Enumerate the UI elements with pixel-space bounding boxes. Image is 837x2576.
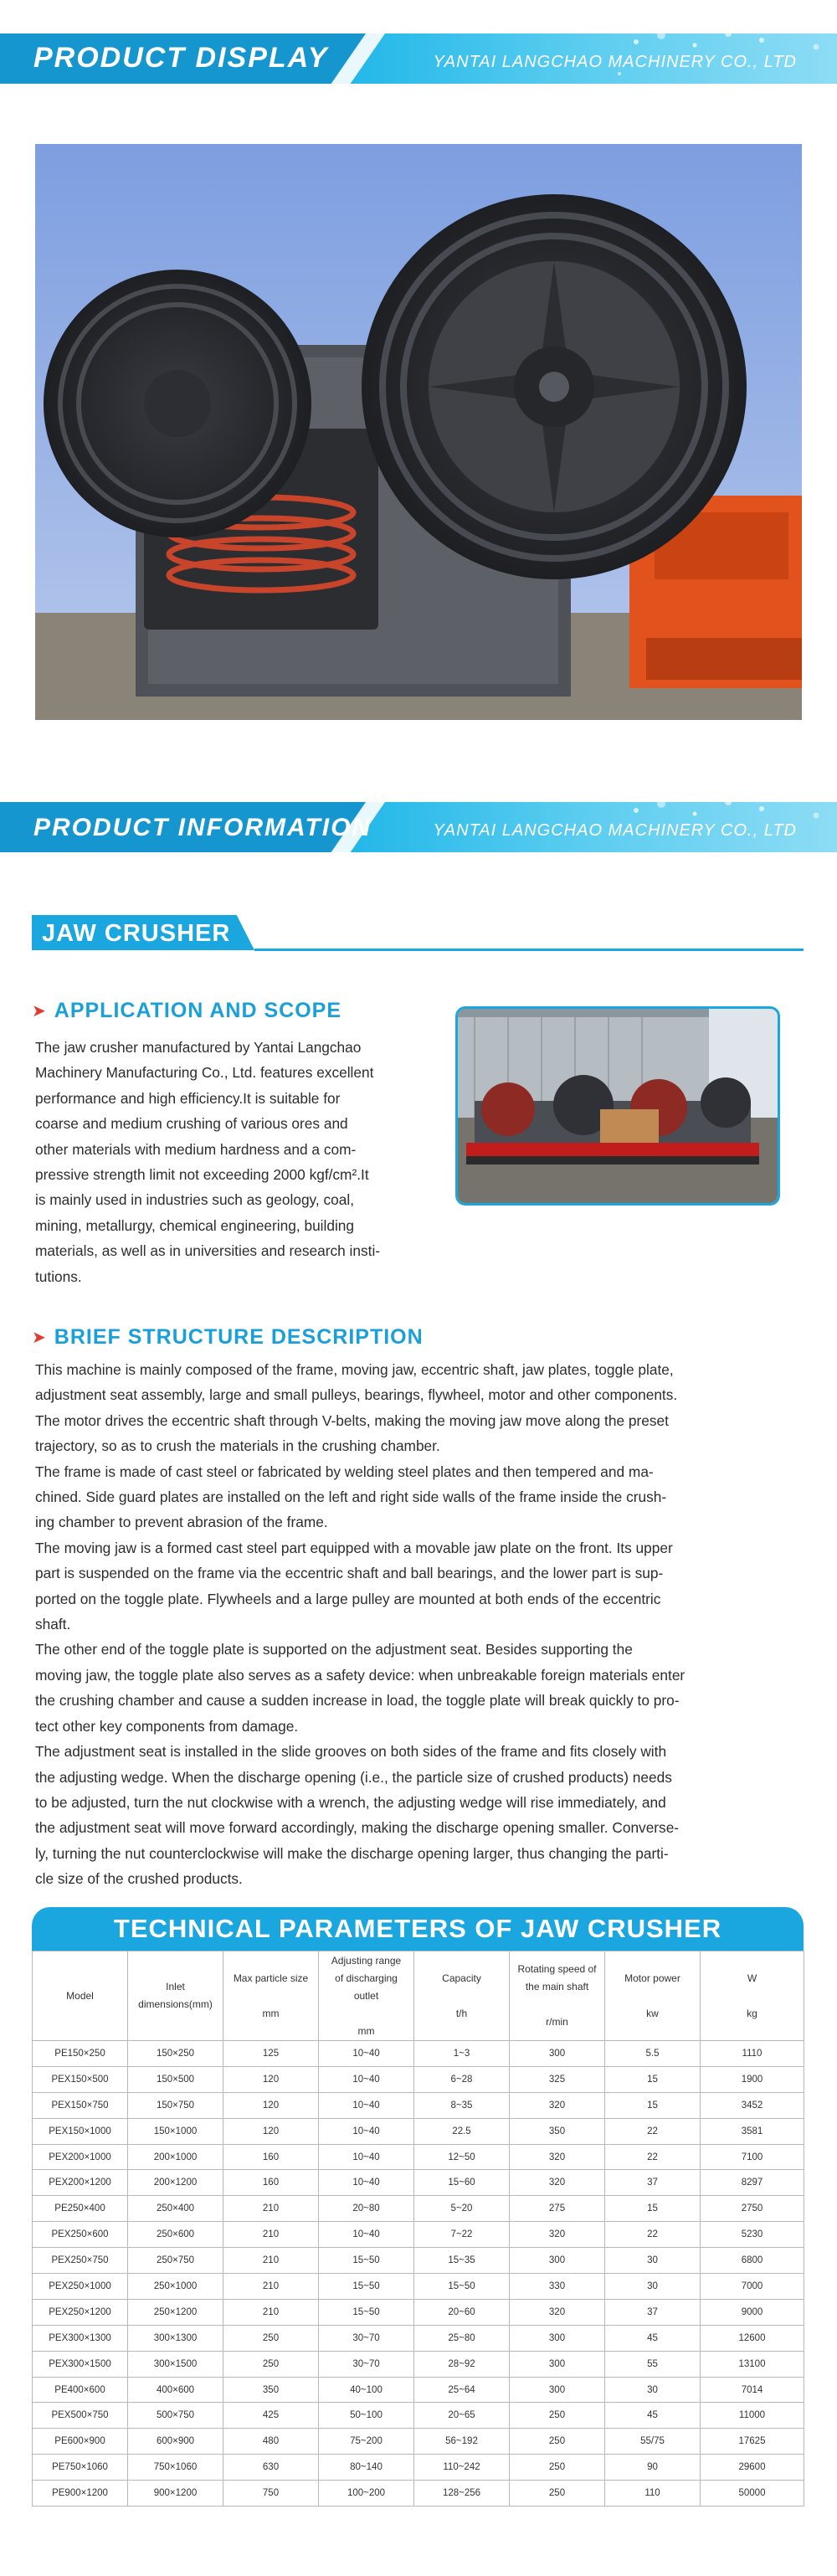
table-cell: PE150×250 <box>33 2041 128 2067</box>
table-row <box>33 2377 804 2403</box>
table-cell: 45 <box>605 2325 701 2351</box>
text-line: The jaw crusher manufactured by Yantai Langchao <box>35 1039 362 1056</box>
table-cell: 320 <box>510 2299 605 2325</box>
table-cell: 250 <box>223 2351 319 2377</box>
text-line: part is suspended on the frame via the eccentric shaft and ball bearings, and the lower part is sup- <box>35 1565 664 1582</box>
table-cell: 20~80 <box>319 2196 414 2222</box>
text-line: The moving jaw is a formed cast steel part equipped with a movable jaw plate on the front. Its upper <box>35 1539 673 1556</box>
jaw-crusher-photo <box>35 144 802 720</box>
arrow-icon: ➤ <box>32 1002 46 1021</box>
table-cell: 56~192 <box>414 2429 510 2455</box>
table-cell: 13100 <box>701 2351 804 2377</box>
column-header <box>605 1951 701 2041</box>
text-line: The motor drives the eccentric shaft through V-belts, making the moving jaw move along the preset <box>35 1411 669 1429</box>
table-cell: 8297 <box>701 2170 804 2196</box>
table-cell: 200×1000 <box>128 2144 223 2170</box>
table-cell: 350 <box>223 2377 319 2403</box>
text-line: cle size of the crushed products. <box>35 1870 243 1888</box>
column-header <box>128 1951 223 2041</box>
table-cell: 15 <box>605 2066 701 2092</box>
table-cell: 750 <box>223 2481 319 2507</box>
column-header <box>701 1951 804 2041</box>
table-cell: 15~50 <box>414 2274 510 2300</box>
header-line: Adjusting range <box>331 1954 402 1967</box>
text-line: the crushing chamber and cause a sudden increase in load, the toggle plate will break quickly to pro- <box>35 1692 680 1710</box>
table-cell: PE600×900 <box>33 2429 128 2455</box>
header-line <box>226 1987 316 2005</box>
table-cell: 25~80 <box>414 2325 510 2351</box>
table-cell: 120 <box>223 2118 319 2144</box>
header-line: of discharging <box>335 1972 398 1984</box>
table-row <box>33 2196 804 2222</box>
table-cell: 10~40 <box>319 2144 414 2170</box>
header-line <box>417 1987 506 2005</box>
table-cell: PEX300×1300 <box>33 2325 128 2351</box>
table-cell: 120 <box>223 2066 319 2092</box>
header-line: Max particle size <box>233 1972 309 1984</box>
table-cell: PEX150×1000 <box>33 2118 128 2144</box>
table-cell: 5~20 <box>414 2196 510 2222</box>
table-cell: 1110 <box>701 2041 804 2067</box>
table-cell: 210 <box>223 2248 319 2274</box>
table-cell: 200×1200 <box>128 2170 223 2196</box>
table-row <box>33 2351 804 2377</box>
table-row <box>33 2118 804 2144</box>
header-line: outlet <box>353 1989 379 2002</box>
application-text <box>35 1035 444 1289</box>
table-cell: PEX150×750 <box>33 2092 128 2118</box>
table-cell: 30~70 <box>319 2325 414 2351</box>
header-line: kg <box>747 2007 757 2019</box>
table-cell: 1900 <box>701 2066 804 2092</box>
text-line: tect other key components from damage. <box>35 1717 299 1735</box>
table-cell: 55/75 <box>605 2429 701 2455</box>
table-cell: 250×1000 <box>128 2274 223 2300</box>
header-line: kw <box>646 2007 659 2019</box>
text-line: is mainly used in industries such as geology, coal, <box>35 1191 355 1209</box>
table-cell: 30 <box>605 2274 701 2300</box>
table-cell: PEX250×750 <box>33 2248 128 2274</box>
table-cell: 320 <box>510 2222 605 2248</box>
text-line: other materials with medium hardness and a com- <box>35 1140 357 1158</box>
table-cell: 7000 <box>701 2274 804 2300</box>
table-cell: 250 <box>223 2325 319 2351</box>
table-cell: 210 <box>223 2222 319 2248</box>
table-cell: 275 <box>510 2196 605 2222</box>
column-header <box>319 1951 414 2041</box>
structure-heading-text: BRIEF STRUCTURE DESCRIPTION <box>54 1325 424 1349</box>
table-cell: 10~40 <box>319 2092 414 2118</box>
text-line: pressive strength limit not exceeding 2000 kgf/cm².It <box>35 1166 369 1184</box>
table-cell: PEX300×1500 <box>33 2351 128 2377</box>
text-line: ported on the toggle plate. Flywheels and a large pulley are mounted at both ends of the eccentric <box>35 1590 661 1607</box>
text-line: moving jaw, the toggle plate also serves as a safety device: when unbreakable foreign materials enter <box>35 1666 686 1684</box>
table-cell: 50~100 <box>319 2403 414 2429</box>
heading-underline <box>254 949 804 951</box>
text-line: The frame is made of cast steel or fabricated by welding steel plates and then tempered and ma- <box>35 1463 654 1480</box>
table-cell: 37 <box>605 2299 701 2325</box>
table-cell: 110~242 <box>414 2455 510 2481</box>
table-cell: 320 <box>510 2170 605 2196</box>
table-cell: 15~60 <box>414 2170 510 2196</box>
table-cell: 250 <box>510 2403 605 2429</box>
table-cell: 5.5 <box>605 2041 701 2067</box>
table-row <box>33 2429 804 2455</box>
table-cell: 600×900 <box>128 2429 223 2455</box>
table-cell: 400×600 <box>128 2377 223 2403</box>
table-cell: 22 <box>605 2144 701 2170</box>
header-line: Motor power <box>624 1972 680 1984</box>
table-cell: 75~200 <box>319 2429 414 2455</box>
header-line: Inlet <box>166 1981 185 1992</box>
table-cell: PEX200×1000 <box>33 2144 128 2170</box>
table-cell: 150×750 <box>128 2092 223 2118</box>
table-cell: 300 <box>510 2041 605 2067</box>
header-line: W <box>747 1972 757 1984</box>
header-line <box>608 1987 697 2005</box>
text-line: shaft. <box>35 1616 71 1633</box>
arrow-icon: ➤ <box>32 1329 46 1347</box>
table-row <box>33 2092 804 2118</box>
product-information-banner <box>0 794 837 854</box>
table-cell: 3581 <box>701 2118 804 2144</box>
table-cell: 160 <box>223 2144 319 2170</box>
table-cell: 15~50 <box>319 2299 414 2325</box>
table-row <box>33 2170 804 2196</box>
table-cell: 20~60 <box>414 2299 510 2325</box>
table-cell: 45 <box>605 2403 701 2429</box>
jaw-crusher-heading <box>32 915 804 954</box>
table-cell: 90 <box>605 2455 701 2481</box>
table-row <box>33 2274 804 2300</box>
table-cell: 250×1200 <box>128 2299 223 2325</box>
table-cell: 10~40 <box>319 2118 414 2144</box>
table-cell: 10~40 <box>319 2041 414 2067</box>
table-title: TECHNICAL PARAMETERS OF JAW CRUSHER <box>32 1907 804 1951</box>
page-title: PRODUCT DISPLAY <box>33 42 329 74</box>
table-cell: 15 <box>605 2092 701 2118</box>
table-cell: 300 <box>510 2248 605 2274</box>
parameters-table <box>32 1951 804 2507</box>
table-cell: 250×400 <box>128 2196 223 2222</box>
table-row <box>33 2222 804 2248</box>
table-cell: 630 <box>223 2455 319 2481</box>
text-line: chined. Side guard plates are installed on the left and right side walls of the frame inside the crush- <box>35 1489 667 1506</box>
table-cell: 22 <box>605 2222 701 2248</box>
text-line: trajectory, so as to crush the materials in the crushing chamber. <box>35 1437 440 1455</box>
section-banner-title: PRODUCT INFORMATION <box>33 814 372 841</box>
structure-heading <box>32 1325 424 1350</box>
table-cell: 15 <box>605 2196 701 2222</box>
table-cell: 7014 <box>701 2377 804 2403</box>
table-cell: 210 <box>223 2299 319 2325</box>
company-name: YANTAI LANGCHAO MACHINERY CO., LTD <box>433 53 797 71</box>
header-line: Rotating speed of <box>517 1963 597 1975</box>
company-name: YANTAI LANGCHAO MACHINERY CO., LTD <box>433 821 797 840</box>
table-cell: 7100 <box>701 2144 804 2170</box>
technical-parameters <box>32 1907 804 2507</box>
table-cell: 17625 <box>701 2429 804 2455</box>
table-cell: 3452 <box>701 2092 804 2118</box>
table-cell: 300 <box>510 2325 605 2351</box>
text-line: ing chamber to prevent abrasion of the frame. <box>35 1514 328 1531</box>
header-line <box>512 1996 602 2013</box>
header-line: Capacity <box>442 1972 481 1984</box>
text-line: materials, as well as in universities and research insti- <box>35 1242 381 1260</box>
header-line: mm <box>357 2024 375 2037</box>
table-cell: PEX250×600 <box>33 2222 128 2248</box>
table-row <box>33 2248 804 2274</box>
table-cell: 125 <box>223 2041 319 2067</box>
table-cell: 250 <box>510 2481 605 2507</box>
table-cell: 28~92 <box>414 2351 510 2377</box>
table-cell: 10~40 <box>319 2066 414 2092</box>
table-cell: 5230 <box>701 2222 804 2248</box>
table-cell: 10~40 <box>319 2170 414 2196</box>
table-cell: 750×1060 <box>128 2455 223 2481</box>
table-row <box>33 2325 804 2351</box>
heading-text: JAW CRUSHER <box>42 920 231 947</box>
column-header <box>510 1951 605 2041</box>
table-cell: 2750 <box>701 2196 804 2222</box>
table-cell: 30 <box>605 2377 701 2403</box>
factory-photo <box>455 1006 780 1206</box>
table-cell: 6800 <box>701 2248 804 2274</box>
table-cell: 9000 <box>701 2299 804 2325</box>
table-cell: 300 <box>510 2377 605 2403</box>
table-cell: 900×1200 <box>128 2481 223 2507</box>
table-cell: 12600 <box>701 2325 804 2351</box>
text-line: The adjustment seat is installed in the slide grooves on both sides of the frame and fits closely with <box>35 1743 667 1761</box>
table-cell: 320 <box>510 2144 605 2170</box>
table-cell: 150×500 <box>128 2066 223 2092</box>
header-line: mm <box>262 2007 280 2019</box>
table-cell: 7~22 <box>414 2222 510 2248</box>
table-cell: 250 <box>510 2429 605 2455</box>
table-cell: 250×750 <box>128 2248 223 2274</box>
table-cell: 300×1500 <box>128 2351 223 2377</box>
application-heading-text: APPLICATION AND SCOPE <box>54 999 342 1022</box>
header-line <box>703 1987 801 2005</box>
table-row <box>33 2041 804 2067</box>
table-cell: PEX250×1000 <box>33 2274 128 2300</box>
table-cell: PEX250×1200 <box>33 2299 128 2325</box>
text-line: the adjusting wedge. When the discharge opening (i.e., the particle size of crushed products) needs <box>35 1768 672 1786</box>
table-cell: 15~35 <box>414 2248 510 2274</box>
text-line: adjustment seat assembly, large and small pulleys, bearings, flywheel, motor and other components. <box>35 1386 678 1404</box>
text-line: the adjustment seat will move forward accordingly, making the discharge opening smaller. Converse- <box>35 1819 680 1837</box>
table-cell: 10~40 <box>319 2222 414 2248</box>
column-header <box>33 1951 128 2041</box>
table-row <box>33 2455 804 2481</box>
table-cell: 20~65 <box>414 2403 510 2429</box>
table-cell: 150×1000 <box>128 2118 223 2144</box>
table-cell: 320 <box>510 2092 605 2118</box>
table-cell: 250×600 <box>128 2222 223 2248</box>
text-line: coarse and medium crushing of various ores and <box>35 1115 348 1133</box>
table-cell: 425 <box>223 2403 319 2429</box>
table-row <box>33 2481 804 2507</box>
table-row <box>33 2144 804 2170</box>
table-cell: PEX500×750 <box>33 2403 128 2429</box>
text-line: This machine is mainly composed of the frame, moving jaw, eccentric shaft, jaw plates, toggle plate, <box>35 1361 674 1378</box>
table-cell: 25~64 <box>414 2377 510 2403</box>
table-cell: PE250×400 <box>33 2196 128 2222</box>
table-cell: 80~140 <box>319 2455 414 2481</box>
table-cell: 500×750 <box>128 2403 223 2429</box>
table-cell: 55 <box>605 2351 701 2377</box>
table-cell: 325 <box>510 2066 605 2092</box>
table-cell: 1~3 <box>414 2041 510 2067</box>
header-line: r/min <box>546 2016 568 2028</box>
table-cell: 110 <box>605 2481 701 2507</box>
application-heading <box>32 999 341 1023</box>
table-row <box>33 2066 804 2092</box>
table-cell: 100~200 <box>319 2481 414 2507</box>
table-cell: 300 <box>510 2351 605 2377</box>
table-cell: 6~28 <box>414 2066 510 2092</box>
table-cell: 15~50 <box>319 2274 414 2300</box>
table-cell: PE400×600 <box>33 2377 128 2403</box>
text-line: Machinery Manufacturing Co., Ltd. features excellent <box>35 1064 374 1082</box>
table-cell: 250 <box>510 2455 605 2481</box>
table-cell: PE750×1060 <box>33 2455 128 2481</box>
header-line: Model <box>66 1989 94 2002</box>
table-cell: 300×1300 <box>128 2325 223 2351</box>
table-cell: 12~50 <box>414 2144 510 2170</box>
table-cell: 30~70 <box>319 2351 414 2377</box>
table-cell: 40~100 <box>319 2377 414 2403</box>
table-cell: 29600 <box>701 2455 804 2481</box>
table-cell: 150×250 <box>128 2041 223 2067</box>
table-row <box>33 2403 804 2429</box>
table-cell: 160 <box>223 2170 319 2196</box>
table-cell: 37 <box>605 2170 701 2196</box>
table-cell: 11000 <box>701 2403 804 2429</box>
text-line: to be adjusted, turn the nut clockwise with a wrench, the adjusting wedge will rise immediately, and <box>35 1793 666 1811</box>
table-cell: 210 <box>223 2274 319 2300</box>
table-cell: 15~50 <box>319 2248 414 2274</box>
table-cell: 128~256 <box>414 2481 510 2507</box>
table-cell: 22 <box>605 2118 701 2144</box>
table-cell: 210 <box>223 2196 319 2222</box>
text-line: ly, turning the nut counterclockwise will make the discharge opening larger, thus changing the parti- <box>35 1844 669 1862</box>
table-cell: 350 <box>510 2118 605 2144</box>
table-cell: 8~35 <box>414 2092 510 2118</box>
structure-text <box>35 1357 802 1892</box>
table-cell: 22.5 <box>414 2118 510 2144</box>
table-cell: 480 <box>223 2429 319 2455</box>
text-line: tutions. <box>35 1267 82 1285</box>
table-cell: PEX200×1200 <box>33 2170 128 2196</box>
product-display-banner <box>0 25 837 85</box>
table-header-row <box>33 1951 804 2041</box>
header-line: t/h <box>455 2007 468 2019</box>
table-cell: 330 <box>510 2274 605 2300</box>
text-line: performance and high efficiency.It is suitable for <box>35 1089 341 1107</box>
column-header <box>414 1951 510 2041</box>
header-line: dimensions(mm) <box>138 1998 213 2010</box>
table-cell: 120 <box>223 2092 319 2118</box>
table-cell: PE900×1200 <box>33 2481 128 2507</box>
table-cell: 30 <box>605 2248 701 2274</box>
table-row <box>33 2299 804 2325</box>
table-cell: 50000 <box>701 2481 804 2507</box>
table-cell: PEX150×500 <box>33 2066 128 2092</box>
text-line: mining, metallurgy, chemical engineering, building <box>35 1216 355 1234</box>
header-line: the main shaft <box>525 1981 589 1992</box>
header-line <box>321 2005 411 2023</box>
column-header <box>223 1951 319 2041</box>
text-line: The other end of the toggle plate is supported on the adjustment seat. Besides supporting the <box>35 1641 633 1658</box>
